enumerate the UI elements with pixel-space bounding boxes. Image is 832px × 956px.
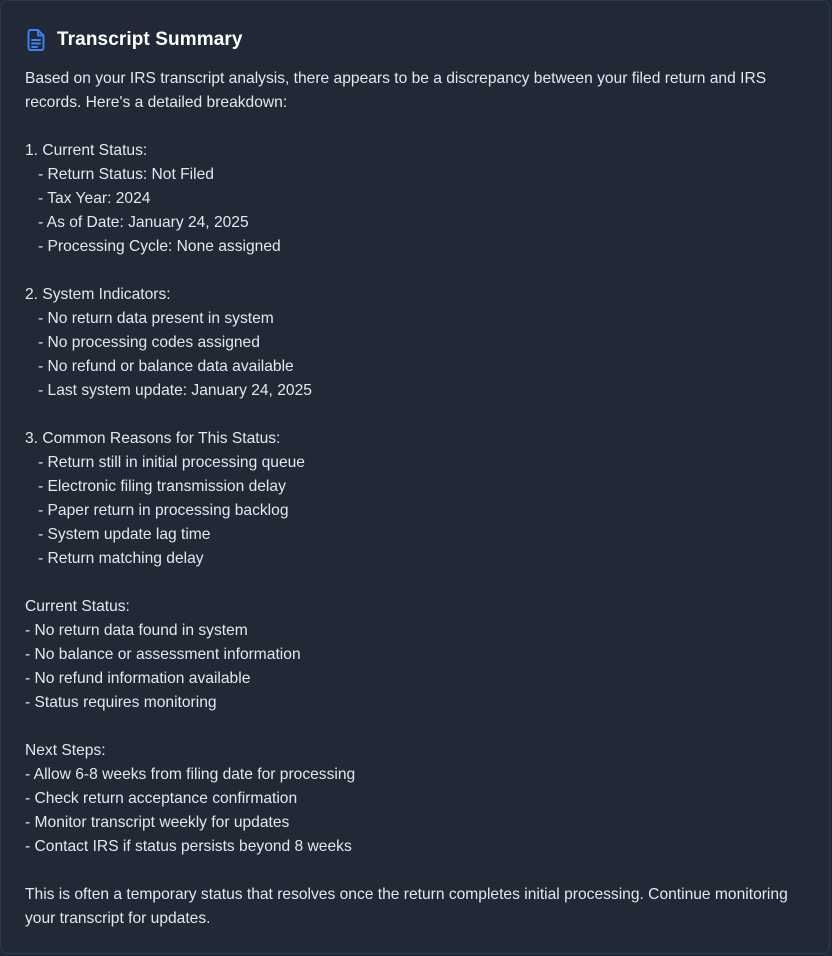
list-item: - Allow 6-8 weeks from filing date for processing xyxy=(25,766,356,783)
list-item: - No refund or balance data available xyxy=(25,358,294,375)
list-item: - Contact IRS if status persists beyond 8 weeks xyxy=(25,838,352,855)
section-common-reasons xyxy=(25,427,809,571)
list-item: - As of Date: January 24, 2025 xyxy=(25,214,249,231)
list-item: - No balance or assessment information xyxy=(25,646,301,663)
section-heading: 1. Current Status: xyxy=(25,142,148,159)
list-item: - Paper return in processing backlog xyxy=(25,502,289,519)
section-current-status-detail xyxy=(25,139,809,259)
list-item: - Status requires monitoring xyxy=(25,694,217,711)
section-system-indicators xyxy=(25,283,809,403)
section-current-status xyxy=(25,595,809,715)
list-item: - System update lag time xyxy=(25,526,211,543)
list-item: - No return data present in system xyxy=(25,310,274,327)
section-heading: Next Steps: xyxy=(25,742,106,759)
list-item: - Return Status: Not Filed xyxy=(25,166,214,183)
section-heading: 3. Common Reasons for This Status: xyxy=(25,430,281,447)
intro-paragraph: Based on your IRS transcript analysis, there appears to be a discrepancy between your filed return and IRS records. Here's a detailed breakdown: xyxy=(25,70,767,111)
list-item: - Monitor transcript weekly for updates xyxy=(25,814,290,831)
list-item: - Last system update: January 24, 2025 xyxy=(25,382,312,399)
list-item: - Return matching delay xyxy=(25,550,204,567)
document-icon xyxy=(25,28,47,52)
card-header xyxy=(25,28,243,52)
list-item: - Return still in initial processing queue xyxy=(25,454,305,471)
card-title: Transcript Summary xyxy=(57,29,243,50)
section-heading: 2. System Indicators: xyxy=(25,286,171,303)
summary-body xyxy=(25,67,809,931)
section-next-steps xyxy=(25,739,809,859)
list-item: - No refund information available xyxy=(25,670,251,687)
list-item: - Electronic filing transmission delay xyxy=(25,478,286,495)
section-heading: Current Status: xyxy=(25,598,130,615)
list-item: - No processing codes assigned xyxy=(25,334,260,351)
list-item: - No return data found in system xyxy=(25,622,248,639)
list-item: - Processing Cycle: None assigned xyxy=(25,238,281,255)
list-item: - Check return acceptance confirmation xyxy=(25,790,298,807)
list-item: - Tax Year: 2024 xyxy=(25,190,151,207)
closing-paragraph: This is often a temporary status that resolves once the return completes initial processing. Continue monitoring your transcript for updates. xyxy=(25,886,788,927)
